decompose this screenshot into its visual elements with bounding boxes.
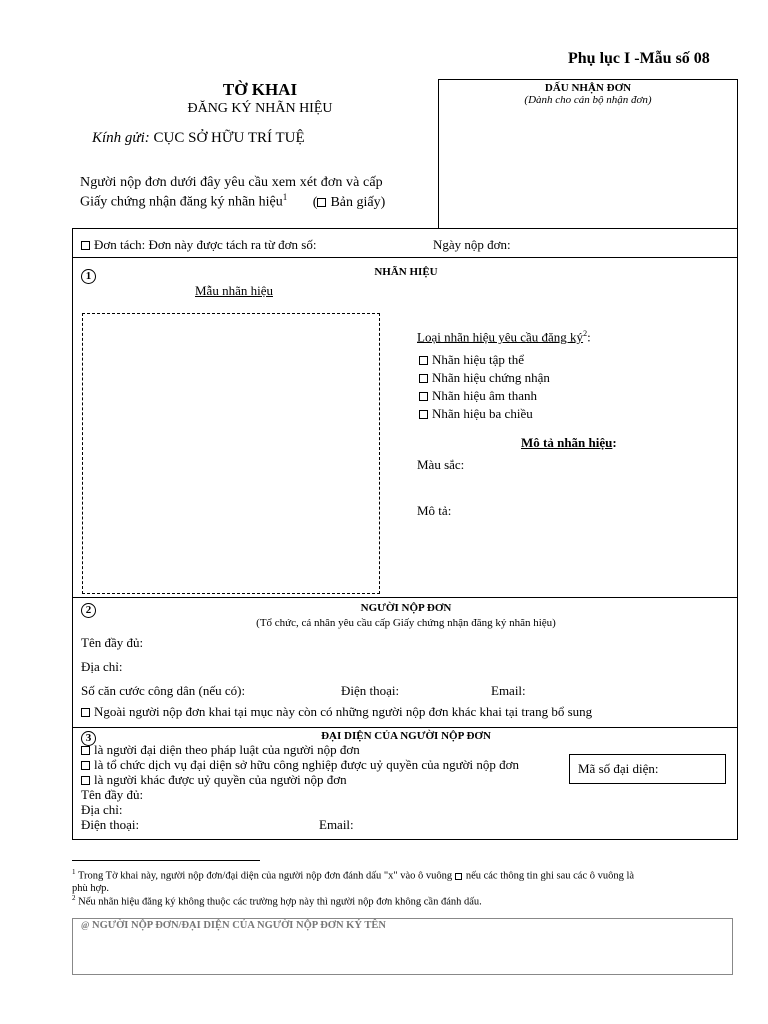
form-subtitle: ĐĂNG KÝ NHÃN HIỆU: [187, 101, 333, 116]
type-sound[interactable]: Nhãn hiệu âm thanh: [419, 388, 537, 404]
rep-option-legal[interactable]: là người đại diện theo pháp luật của người nộp đơn: [81, 742, 360, 758]
stamp-title: DẤU NHẬN ĐƠN: [544, 82, 632, 94]
stamp-box: [438, 79, 738, 229]
split-checkbox[interactable]: [81, 241, 90, 250]
type-certification[interactable]: Nhãn hiệu chứng nhận: [419, 370, 550, 386]
rep-name-label: Tên đầy đủ:: [81, 787, 144, 802]
rep-code-label: Mã số đại diện:: [578, 761, 659, 776]
recipient-label: Kính gửi:: [92, 130, 150, 146]
section-1-title: NHÃN HIỆU: [374, 266, 438, 278]
type-collective-checkbox[interactable]: [419, 356, 428, 365]
color-label: Màu sắc:: [417, 457, 465, 472]
other-applicants-checkbox[interactable]: [81, 708, 90, 717]
recipient-value: CỤC SỞ HỮU TRÍ TUỆ: [153, 130, 305, 146]
footnote-2: $^2$ Nếu nhãn hiệu đăng ký không thuộc các trường hợp này thì người nộp đơn không cần đánh dấu.: [72, 894, 482, 908]
filing-date-label: Ngày nộp đơn:: [433, 237, 511, 252]
signature-number: @: [81, 920, 90, 930]
section-trademark: [72, 257, 738, 598]
applicant-name-label: Tên đầy đủ:: [81, 635, 144, 650]
rep-code-box[interactable]: [569, 754, 726, 784]
section-2-number: 2: [81, 603, 96, 618]
applicant-email-label: Email:: [491, 683, 526, 698]
section-1-number: 1: [81, 269, 96, 284]
rep-option-other[interactable]: là người khác được uỷ quyền của người nộp đơn: [81, 772, 347, 788]
footnote-checkbox-icon: [455, 873, 462, 880]
rep-option-agency[interactable]: là tổ chức dịch vụ đại diện sở hữu công nghiệp được uỷ quyền của người nộp đơn: [81, 757, 519, 773]
annex-label: Phụ lục I -Mẫu số 08: [568, 50, 710, 67]
footnote-ref-2: 2: [583, 329, 588, 338]
type-3d[interactable]: Nhãn hiệu ba chiều: [419, 406, 533, 422]
paper-checkbox[interactable]: [317, 198, 326, 207]
paper-option[interactable]: ( Bản giấy): [312, 194, 386, 210]
intro-line-1: Người nộp đơn dưới đây yêu cầu xem xét đơn và cấp: [80, 175, 383, 190]
applicant-address-label: Địa chỉ:: [81, 659, 123, 674]
type-sound-checkbox[interactable]: [419, 392, 428, 401]
description-label: Mô tả:: [417, 503, 452, 518]
split-label: Đơn tách: Đơn này được tách ra từ đơn số:: [94, 237, 317, 252]
intro-text: Giấy chứng nhận đăng ký nhãn hiệu: [80, 194, 283, 210]
rep-email-label: Email:: [319, 817, 354, 832]
rep-phone-label: Điện thoại:: [81, 817, 140, 832]
rep-option-other-checkbox[interactable]: [81, 776, 90, 785]
split-application[interactable]: [81, 237, 316, 253]
rep-address-label: Địa chỉ:: [81, 802, 123, 817]
signature-box[interactable]: [72, 918, 733, 975]
paper-option-label: Bản giấy): [330, 194, 386, 210]
section-3-title: ĐẠI DIỆN CỦA NGƯỜI NỘP ĐƠN: [321, 730, 491, 742]
rep-option-legal-checkbox[interactable]: [81, 746, 90, 755]
applicant-phone-label: Điện thoại:: [341, 683, 400, 698]
type-certification-checkbox[interactable]: [419, 374, 428, 383]
recipient-line: [92, 130, 305, 147]
rep-option-agency-checkbox[interactable]: [81, 761, 90, 770]
footnote-1: $^1$ Trong Tờ khai này, người nộp đơn/đại diện của người nộp đơn đánh dấu "x" vào ô vuông nếu các thông tin ghi sau các ô vuông là phù hợp.: [72, 868, 635, 894]
section-representative: [72, 727, 738, 840]
stamp-note: (Dành cho cán bộ nhận đơn): [524, 94, 652, 106]
type-3d-checkbox[interactable]: [419, 410, 428, 419]
section-applicant: [72, 597, 738, 728]
signature-title: @ NGƯỜI NỘP ĐƠN/ĐẠI DIỆN CỦA NGƯỜI NỘP ĐƠN KÝ TÊN: [81, 920, 386, 931]
footnote-separator: [72, 860, 260, 861]
section-2-title: NGƯỜI NỘP ĐƠN: [360, 602, 452, 614]
section-2-subtitle: (Tổ chức, cá nhân yêu cầu cấp Giấy chứng nhận đăng ký nhãn hiệu): [256, 617, 556, 629]
other-applicants[interactable]: Ngoài người nộp đơn khai tại mục này còn có những người nộp đơn khác khai tại trang bổ sung: [81, 704, 592, 720]
trademark-type-label: Loại nhãn hiệu yêu cầu đăng $ký^2$:: [417, 329, 591, 345]
description-title: Mô tả nhãn hiệu:: [521, 435, 617, 450]
intro-line-2: [80, 192, 385, 211]
trademark-sample-label: Mẫu nhãn hiệu: [195, 283, 273, 298]
form-title: TỜ KHAI: [222, 80, 298, 99]
split-row: [72, 228, 738, 258]
section-3-number: 3: [81, 731, 96, 746]
type-collective[interactable]: Nhãn hiệu tập thể: [419, 352, 524, 368]
footnote-ref-1: 1: [282, 192, 288, 202]
trademark-sample-area[interactable]: [82, 313, 380, 594]
applicant-id-label: Số căn cước công dân (nếu có):: [81, 683, 246, 698]
